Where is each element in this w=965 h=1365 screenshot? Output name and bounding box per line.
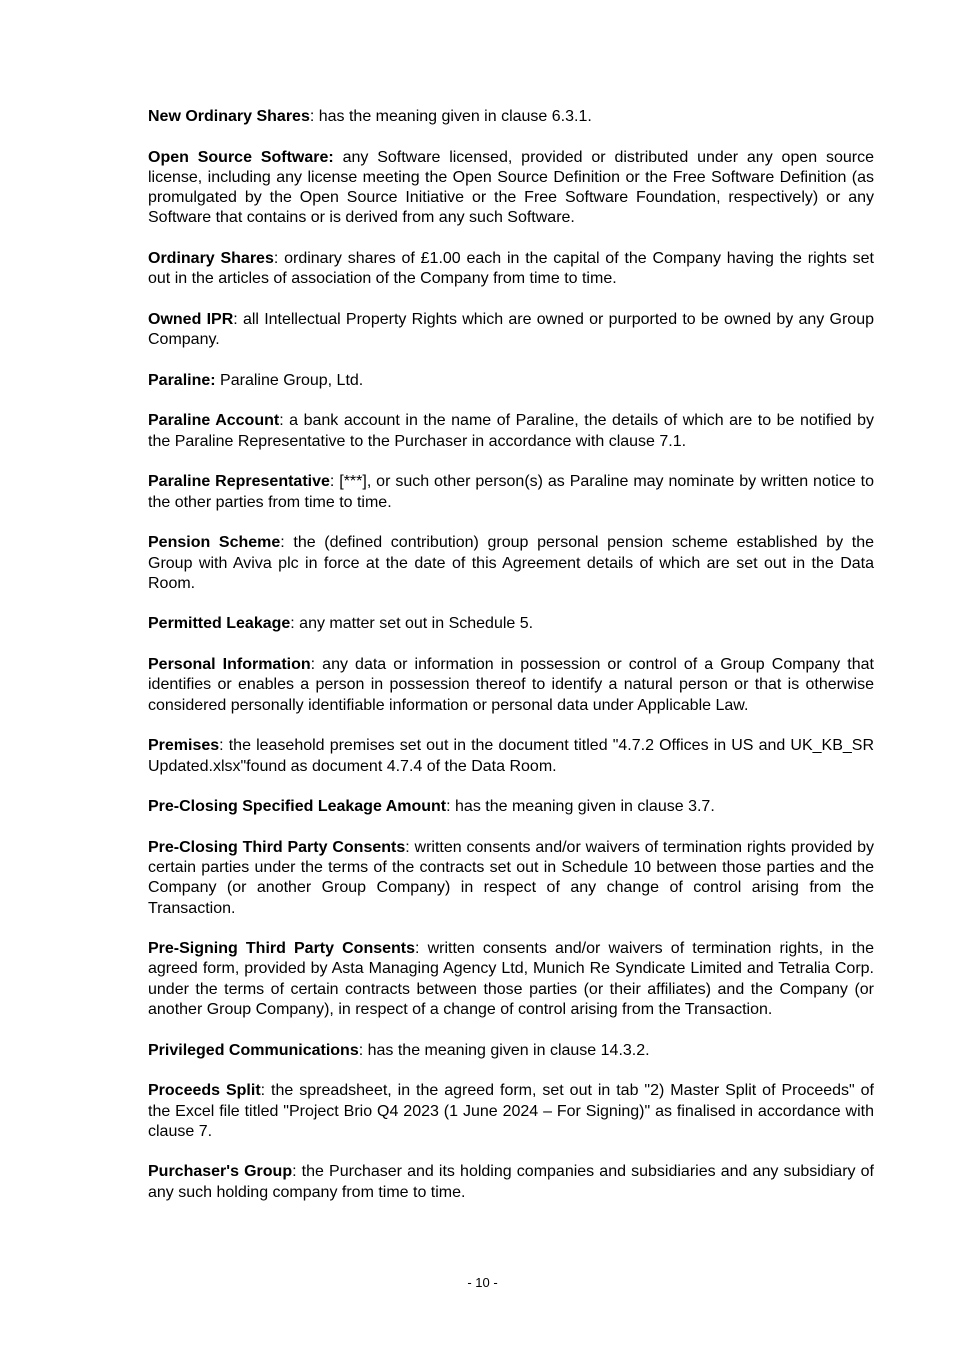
definition-term: Paraline Account <box>148 412 280 430</box>
definition-text: : any data or information in possession or control of a Group Company that identifies or enables a person in possession thereof to identify a natural person or that is otherwise considered personally identifiable information or personal data under Applicable Law. <box>148 656 874 714</box>
definition-text: : has the meaning given in clause 3.7. <box>446 798 715 816</box>
definition-text: : any matter set out in Schedule 5. <box>290 615 534 633</box>
definition-paragraph <box>148 411 874 452</box>
definition-term: Personal Information <box>148 656 311 674</box>
definition-term: Privileged Communications <box>148 1041 359 1059</box>
definition-term: Pension Scheme <box>148 534 281 552</box>
definition-text: : the (defined contribution) group personal pension scheme established by the Group with Aviva plc in force at the date of this Agreement details of which are set out in the Data Room. <box>148 534 875 592</box>
definition-term: Paraline Representative <box>148 473 330 491</box>
definition-paragraph <box>148 736 874 777</box>
definition-paragraph <box>148 939 874 1020</box>
definition-paragraph <box>148 655 874 716</box>
definition-term: Pre-Signing Third Party Consents <box>148 940 416 958</box>
definition-text: Paraline Group, Ltd. <box>215 371 364 389</box>
definition-text: : has the meaning given in clause 14.3.2. <box>358 1041 650 1059</box>
definition-term: Owned IPR <box>148 310 234 328</box>
definition-term: Purchaser's Group <box>148 1163 293 1181</box>
definition-paragraph <box>148 533 874 594</box>
definition-paragraph <box>148 797 874 817</box>
definition-text: : all Intellectual Property Rights which are owned or purported to be owned by any Group Company. <box>148 310 874 349</box>
definition-text: : a bank account in the name of Paraline, the details of which are to be notified by the Paraline Representative to the Purchaser in accordance with clause 7.1. <box>148 412 875 450</box>
definition-paragraph <box>148 249 874 290</box>
definition-term: Ordinary Shares <box>148 250 274 268</box>
definition-text: : the leasehold premises set out in the document titled "4.7.2 Offices in US and UK_KB_SR Updated.xlsx"found as document 4.7.4 of the Data Room. <box>148 737 874 775</box>
definition-text: : the spreadsheet, in the agreed form, set out in tab "2) Master Split of Proceeds" of the Excel file titled "Project Brio Q4 2023 (1 June 2024 – For Signing)" as finalised in accordance with clause 7. <box>148 1082 875 1140</box>
definition-term: Open Source Software: <box>148 148 334 166</box>
definition-paragraph <box>148 310 874 351</box>
definition-paragraph <box>148 148 874 229</box>
definition-text: any Software licensed, provided or distributed under any open source license, including any license meeting the Open Source Definition or the Free Software Definition (as promulgated by the Open Source Initiative or the Free Software Foundation, respectively) or any Software that contains or is derived from any such Software. <box>148 148 874 227</box>
definition-term: Proceeds Split <box>148 1082 261 1100</box>
definition-text: : written consents and/or waivers of termination rights, in the agreed form, provided by Asta Managing Agency Ltd, Munich Re Syndicate Limited and Tetralia Corp. under the terms of certain contracts between those parties (or their affiliates) and the Company (or another Group Company), in respect of a change of control arising from the Transaction. <box>148 940 874 1019</box>
definition-term: Paraline: <box>148 371 216 389</box>
definition-term: Pre-Closing Third Party Consents <box>148 838 406 856</box>
definitions-list <box>148 107 874 1203</box>
definition-term: Permitted Leakage <box>148 615 291 633</box>
definition-text: : has the meaning given in clause 6.3.1. <box>309 108 592 125</box>
definition-paragraph <box>148 107 874 127</box>
definition-paragraph <box>148 1081 874 1142</box>
definition-text: : written consents and/or waivers of termination rights provided by certain parties under the terms of the contracts set out in Schedule 10 between those parties and the Company (or another Group Company) in respect of any change of control arising from the Transaction. <box>148 838 874 917</box>
definition-paragraph <box>148 371 874 391</box>
page-number: - 10 - <box>467 1275 498 1290</box>
definition-paragraph <box>148 1162 874 1203</box>
definition-term: New Ordinary Shares <box>148 108 310 125</box>
definition-paragraph <box>148 614 874 634</box>
definition-paragraph <box>148 472 874 513</box>
definition-term: Premises <box>148 737 220 755</box>
definition-text: : [***], or such other person(s) as Paraline may nominate by written notice to the other parties from time to time. <box>148 473 875 511</box>
definition-text: : the Purchaser and its holding companies and subsidiaries and any subsidiary of any such holding company from time to time. <box>148 1163 875 1201</box>
definition-paragraph <box>148 1041 874 1061</box>
definition-term: Pre-Closing Specified Leakage Amount <box>148 798 447 816</box>
definition-text: : ordinary shares of £1.00 each in the capital of the Company having the rights set out in the articles of association of the Company from time to time. <box>148 250 875 288</box>
definition-paragraph <box>148 838 874 919</box>
